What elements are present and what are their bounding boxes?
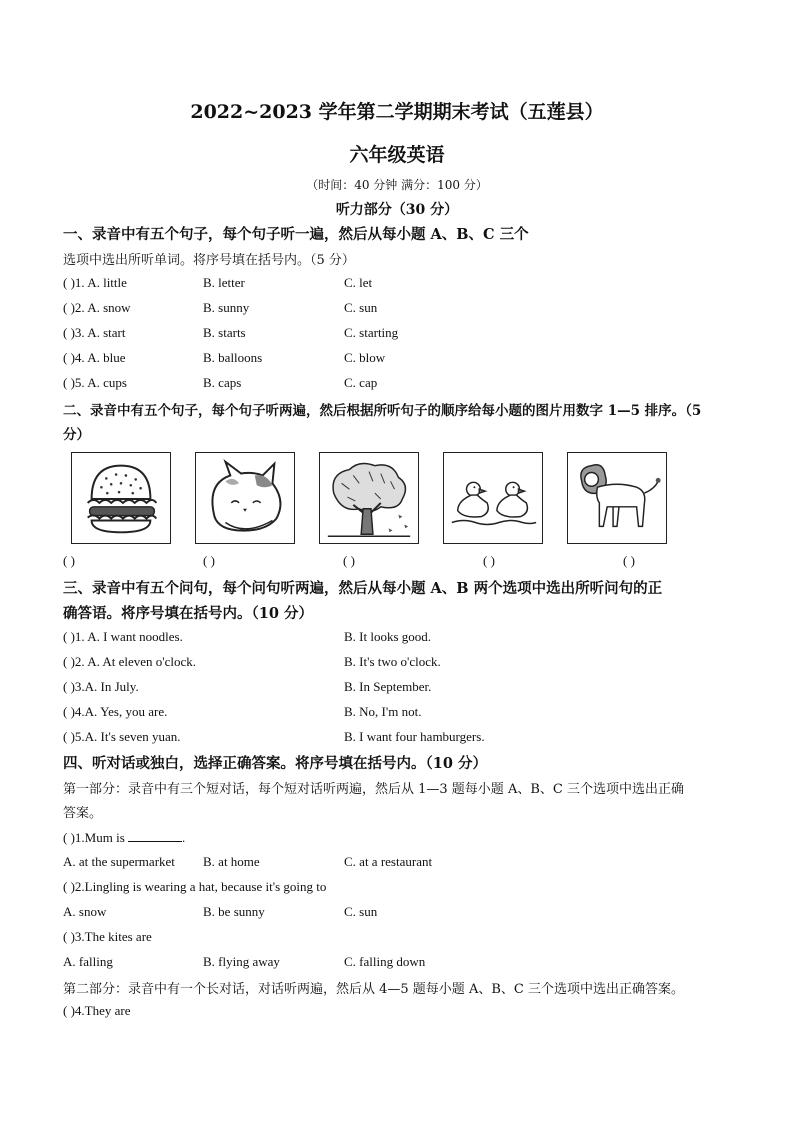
question-option-b: B. It's two o'clock. xyxy=(344,654,441,669)
question-option-a: ( )1. A. little xyxy=(63,275,127,290)
question-option-c: C. blow xyxy=(344,350,386,365)
question-option-a: ( )2. A. snow xyxy=(63,300,131,315)
question-option-a: ( )5.A. It's seven yuan. xyxy=(63,729,181,744)
section1-question-4 xyxy=(63,350,743,370)
listening-part-label: 听力部分（30 分） xyxy=(335,202,459,218)
section3-question-1 xyxy=(63,629,743,649)
hamburger-picture xyxy=(71,452,171,544)
section1-question-3 xyxy=(63,325,743,345)
question-option-c: C. let xyxy=(344,275,373,290)
section4-part1: 第一部分：录音中有三个短对话，每个短对话听两遍，然后从 1—3 题每小题 A、B、C 三个选项中选出正确 xyxy=(63,782,684,797)
section2-heading: 二、录音中有五个句子，每个句子听两遍，然后根据所听句子的顺序给每小题的图片用数字 1—5 排序。（5 xyxy=(63,403,702,419)
section4-question-3-stem xyxy=(63,929,743,949)
exam-title: 2022~2023 学年第二学期期末考试（五莲县） xyxy=(190,101,604,123)
question-option-c: C. starting xyxy=(344,325,399,340)
picture-answer-blank[interactable]: ( ) xyxy=(343,553,355,568)
question-option-a: ( )2. A. At eleven o'clock. xyxy=(63,654,197,669)
question-option-b: B. caps xyxy=(203,375,242,390)
question-option-a: ( )4.A. Yes, you are. xyxy=(63,704,168,719)
section4-question-1-stem xyxy=(63,829,743,849)
question-option-c: C. falling down xyxy=(344,954,426,969)
question-option-b: B. It looks good. xyxy=(344,629,432,644)
question-stem: ( )2.Lingling is wearing a hat, because it's going to xyxy=(63,879,327,894)
question-option-a: ( )1. A. I want noodles. xyxy=(63,629,183,644)
lion-picture xyxy=(567,452,667,544)
question-stem: ( )4.They are xyxy=(63,1003,131,1018)
question-option-a: A. at the supermarket xyxy=(63,854,175,869)
section1-instruction: 选项中选出所听单词。将序号填在括号内。（5 分） xyxy=(63,253,355,268)
question-option-a: A. falling xyxy=(63,954,113,969)
question-option-b: B. sunny xyxy=(203,300,250,315)
question-option-a: ( )5. A. cups xyxy=(63,375,127,390)
section4-question-2-options xyxy=(63,904,743,924)
question-option-b: B. No, I'm not. xyxy=(344,704,422,719)
section1-heading: 一、录音中有五个句子，每个句子听一遍，然后从每小题 A、B、C 三个 xyxy=(63,226,529,243)
section1-question-1 xyxy=(63,275,743,295)
question-option-b: B. flying away xyxy=(203,954,280,969)
section3-question-4 xyxy=(63,704,743,724)
section3-question-3 xyxy=(63,679,743,699)
question-option-c: C. sun xyxy=(344,904,378,919)
section3-question-5 xyxy=(63,729,743,749)
section3-heading: 三、录音中有五个问句，每个问句听两遍，然后从每小题 A、B 两个选项中选出所听问句的正 xyxy=(63,580,663,597)
question-option-c: C. at a restaurant xyxy=(344,854,433,869)
section1-question-2 xyxy=(63,300,743,320)
section3-heading-cont: 确答语。将序号填在括号内。（10 分） xyxy=(63,605,313,622)
tree-picture xyxy=(319,452,419,544)
question-option-b: B. letter xyxy=(203,275,245,290)
picture-answer-blank[interactable]: ( ) xyxy=(203,553,215,568)
picture-answer-blank[interactable]: ( ) xyxy=(483,553,495,568)
picture-answer-blank[interactable]: ( ) xyxy=(623,553,635,568)
section4-heading: 四、听对话或独白，选择正确答案。将序号填在括号内。（10 分） xyxy=(63,755,487,772)
question-stem-text: ( )1.Mum is xyxy=(63,830,125,845)
time-info: （时间：40 分钟 满分：100 分） xyxy=(306,178,488,192)
question-option-b: B. In September. xyxy=(344,679,432,694)
question-option-a: ( )3.A. In July. xyxy=(63,679,139,694)
section3-question-2 xyxy=(63,654,743,674)
cat-picture xyxy=(195,452,295,544)
picture-answer-blank[interactable]: ( ) xyxy=(63,553,75,568)
question-option-b: B. at home xyxy=(203,854,260,869)
section2-heading-cont: 分） xyxy=(63,427,90,443)
section4-question-1-options xyxy=(63,854,743,874)
ducks-picture xyxy=(443,452,543,544)
question-stem-end: . xyxy=(182,830,186,845)
question-option-c: C. cap xyxy=(344,375,378,390)
section4-part2: 第二部分：录音中有一个长对话，对话听两遍，然后从 4—5 题每小题 A、B、C 三个选项中选出正确答案。 xyxy=(63,982,684,997)
section1-question-5 xyxy=(63,375,743,395)
question-option-a: ( )3. A. start xyxy=(63,325,126,340)
question-option-b: B. I want four hamburgers. xyxy=(344,729,485,744)
question-option-a: ( )4. A. blue xyxy=(63,350,126,365)
question-option-c: C. sun xyxy=(344,300,378,315)
section4-part1-cont: 答案。 xyxy=(63,806,103,821)
question-option-a: A. snow xyxy=(63,904,107,919)
exam-subtitle: 六年级英语 xyxy=(349,144,445,166)
question-option-b: B. be sunny xyxy=(203,904,265,919)
question-stem xyxy=(63,829,185,846)
section4-question-2-stem xyxy=(63,879,743,899)
question-option-b: B. starts xyxy=(203,325,246,340)
answer-underline xyxy=(128,829,182,842)
section4-question-3-options xyxy=(63,954,743,974)
question-stem: ( )3.The kites are xyxy=(63,929,152,944)
question-option-b: B. balloons xyxy=(203,350,263,365)
section4-question-4-stem xyxy=(63,1003,743,1023)
